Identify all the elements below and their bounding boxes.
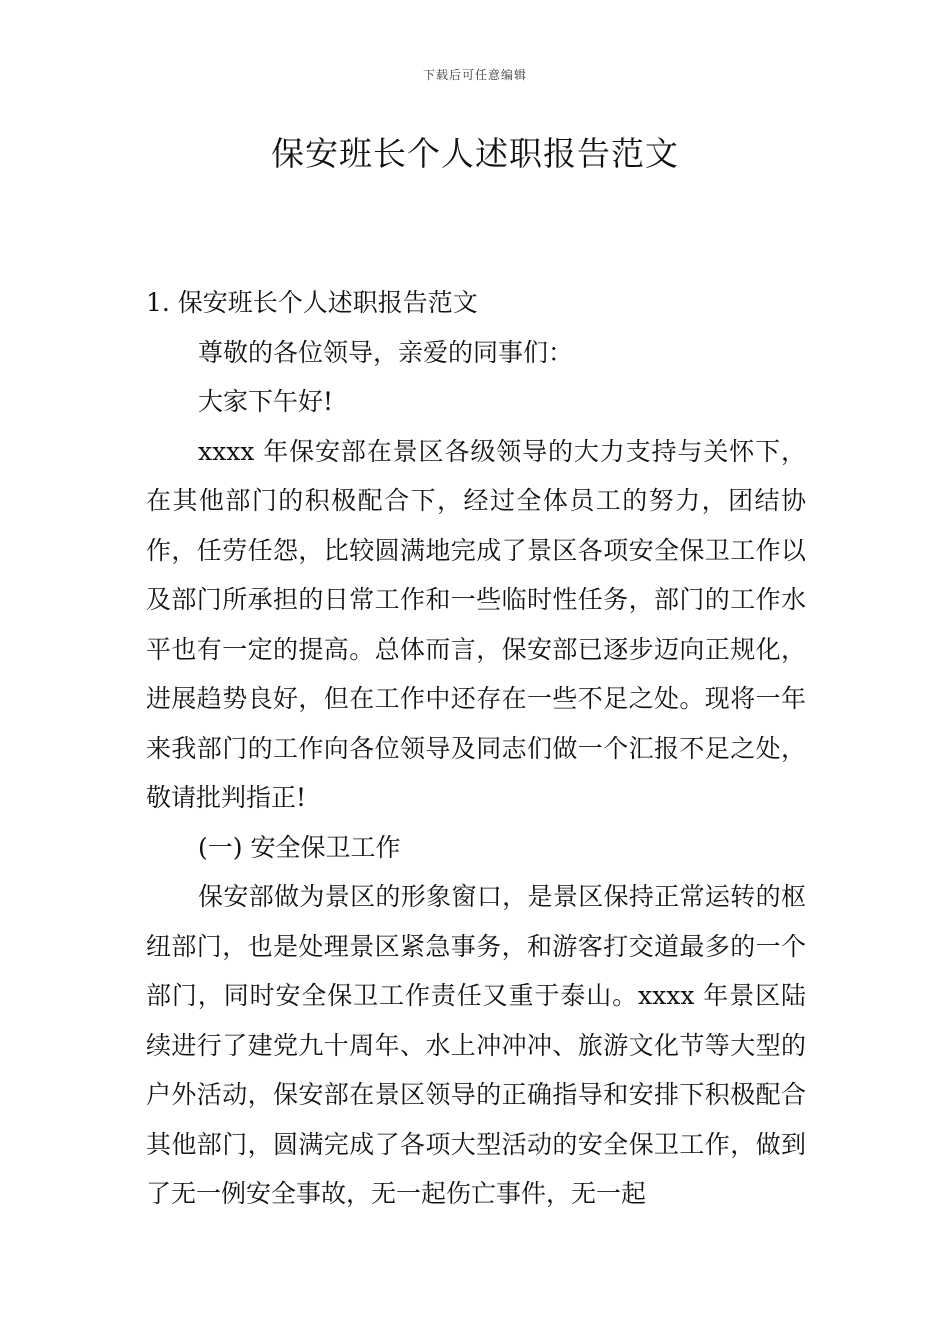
header-note: 下载后可任意编辑 xyxy=(422,68,527,82)
greeting: 大家下午好! xyxy=(198,387,334,416)
subsection-heading: (一) 安全保卫工作 xyxy=(198,832,401,862)
section-heading: 1. 保安班长个人述职报告范文 xyxy=(146,288,478,317)
salutation: 尊敬的各位领导，亲爱的同事们： xyxy=(198,337,574,367)
body-paragraph: 保安部做为景区的形象窗口，是景区保持正常运转的枢纽部门，也是处理景区紧急事务，和游客打交道最多的一个部门，同时安全保卫工作责任又重于泰山。xxxx 年景区陆续进行了建党九十周年、水上冲冲冲、旅游文化节等大型的户外活动，保安部在景区领导的正确指导和安排下积极配合其他部门，圆满完成了各项大型活动的安全保卫工作，做到了无一例安全事故，无一起伤亡事件，无一起 xyxy=(146,882,806,1208)
document-body xyxy=(146,278,806,1219)
body-paragraph: xxxx 年保安部在景区各级领导的大力支持与关怀下，在其他部门的积极配合下，经过全体员工的努力，团结协作，任劳任怨，比较圆满地完成了景区各项安全保卫工作以及部门所承担的日常工作和一些临时性任务，部门的工作水平也有一定的提高。总体而言，保安部已逐步迈向正规化，进展趋势良好，但在工作中还存在一些不足之处。现将一年来我部门的工作向各位领导及同志们做一个汇报不足之处，敬请批判指正! xyxy=(146,436,806,812)
document-title: 保安班长个人述职报告范文 xyxy=(271,134,679,173)
